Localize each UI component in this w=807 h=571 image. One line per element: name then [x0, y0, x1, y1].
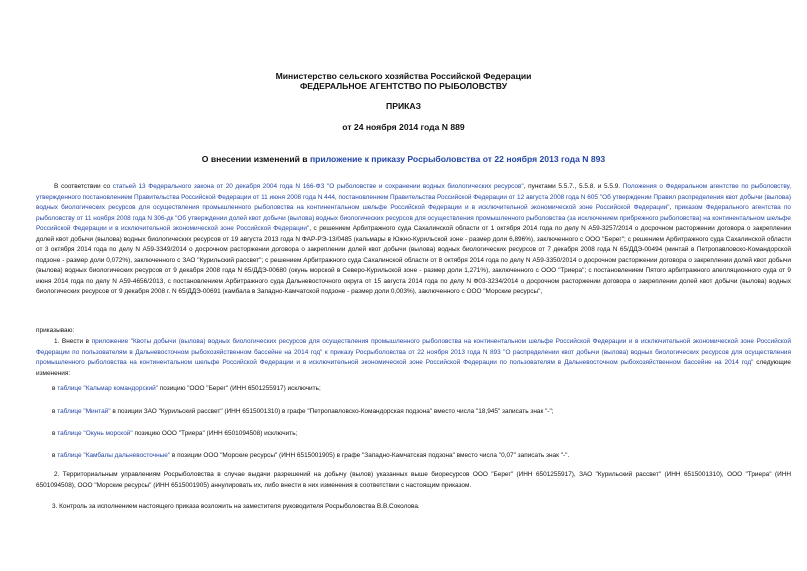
subitem-flounder	[52, 452, 569, 459]
subitem-squid	[52, 385, 321, 392]
document-type: ПРИКАЗ	[386, 101, 421, 111]
law-link[interactable]: статьей 13 Федерального закона от 20 декабря 2004 года N 166-ФЗ "О рыболовстве и сохранении водных биологических ресурсов"	[112, 183, 524, 190]
preamble-rest: , с решением Арбитражного суда Сахалинской области от 1 октября 2014 года по делу N А59-3257/2014 о досрочном расторжении договора о закреплении долей квот добычи (вылова) водных биологических ресурсов от 19 августа 2013 года N ФАР-РЭ-13/0485 (кальмары в Южно-Курильской зоне - размер доли 6,896%), заключенного с ООО "Берег"; с решением Арбитражного суда Сахалинской области от 3 октября 2014 года по делу N А59-3349/2014 о досрочном расторжении договора о закреплении долей квот добычи (вылова) водных биологических ресурсов от 7 декабря 2008 года N 65/ДДЭ-00494 (минтай в Петропавловско-Командорской подзоне - размер доли 0,072%), заключенного с ЗАО "Курильский рассвет"; с решением Арбитражного суда Сахалинской области от 8 октября 2014 года по делу N А59-3350/2014 о досрочном расторжении договора о закреплении долей квот добычи (вылова) водных биологических ресурсов от 9 декабря 2008 года N 65/ДДЭ-00680 (окунь морской в Северо-Курильской зоне - размер доли 1,271%), заключенного с ООО "Триера"; с постановлением Пятого арбитражного апелляционного суда от 9 июня 2014 года по делу N А59-4656/2013, с постановлением Арбитражного суда Дальневосточного округа от 15 августа 2014 года по делу N Ф03-3234/2014 о досрочном расторжении договора о закреплении долей квот добычи (вылова) водных биологических ресурсов от 9 декабря 2008 г. N 65/ДДЭ-00691 (камбала в Западно-Камчатской подзоне - размер доли 0,003%), заключенного с ООО "Морские ресурсы",	[36, 225, 793, 296]
table-link-flounder[interactable]: таблице "Камбалы дальневосточные"	[57, 452, 171, 459]
item-1-start: 1. Внести в	[54, 338, 92, 345]
preamble-text-2: ,	[334, 193, 339, 201]
subitem-pre: в	[52, 385, 58, 392]
ministry-name: Министерство сельского хозяйства Российской Федерации	[275, 71, 532, 81]
resolution-link[interactable]: постановлением Правительства Российской Федерации от 12 августа 2008 года N 605 "Об утверждении Правил распределения квот добычи (вылова) водных биологических ресурсов для осуществления промышленного рыболовства на континентальном шельфе Российской Федерации и в исключительной экономической зоне Российской Федерации"	[36, 193, 791, 212]
order-link[interactable]: приказом Федерального агентства по рыболовству от 11 ноября 2008 года N 306-дк "Об утверждении долей квот добычи (вылова) водных биологических ресурсов для осуществления промышленного рыболовства (за исключением прибрежного рыболовства) на континентальном шельфе Российской Федерации и в исключительной экономической зоне Российской Федерации"	[36, 204, 792, 233]
document-title	[0, 154, 807, 164]
subitem-post: в позиции ЗАО "Курильский рассвет" (ИНН 6515001310) в графе "Петропавловско-Командорская подзона" вместо числа "18,945" записать знак "-";	[110, 408, 554, 415]
orders-label: приказываю:	[36, 327, 75, 334]
item-1	[36, 337, 791, 379]
subitem-post: позицию ООО "Триера" (ИНН 6501094508) исключить;	[132, 430, 298, 437]
appendix-link[interactable]: приложение "Квоты добычи (вылова) водных биологических ресурсов для осуществления промышленного рыболовства на континентальном шельфе Российской Федерации и в исключительной экономической зоне Российской Федерации по пользователям в Дальневосточном рыбохозяйственном бассейне на 2014 год" к приказу Росрыболовства от 22 ноября 2013 года N 893 "О распределении квот добычи (вылова) водных биологических ресурсов для осуществления промышленного рыболовства на континентальном шельфе Российской Федерации и в исключительной экономической зоне Российской Федерации по пользователям в Дальневосточном рыбохозяйственном бассейне на 2014 год"	[36, 338, 791, 367]
item-1-end: следующие изменения:	[36, 359, 793, 377]
agency-name: ФЕДЕРАЛЬНОЕ АГЕНТСТВО ПО РЫБОЛОВСТВУ	[299, 81, 508, 91]
title-prefix: О внесении изменений в	[201, 154, 310, 164]
preamble-text-1: , пунктами 5.5.7., 5.5.8. и 5.5.9.	[523, 183, 623, 190]
subitem-pollock	[52, 408, 554, 415]
table-link-pollock[interactable]: таблице "Минтай"	[57, 408, 111, 415]
subitem-post: позицию "ООО "Берег" (ИНН 6501255917) исключить;	[157, 385, 321, 392]
subitem-pre: в	[52, 452, 58, 459]
preamble-start: В соответствии со	[54, 183, 113, 190]
subitem-perch	[52, 430, 297, 437]
table-link-perch[interactable]: таблице "Окунь морской"	[57, 430, 133, 437]
item-2	[36, 470, 791, 491]
table-link-squid[interactable]: таблице "Кальмар командорский"	[57, 385, 158, 392]
subitem-pre: в	[52, 408, 58, 415]
regulation-link[interactable]: Положения о Федеральном агентстве по рыболовству, утвержденного постановлением Правительства Российской Федерации от 11 июня 2008 года N 444	[36, 183, 791, 201]
subitem-post: в позиции ООО "Морские ресурсы" (ИНН 6515001905) в графе "Западно-Камчатская подзона" вместо числа "0,07" записать знак "-".	[170, 452, 570, 459]
preamble-text-3: ,	[669, 204, 675, 212]
item-2-text: 2. Территориальным управлениям Росрыболовства в случае выдачи разрешений на добычу (вылов) указанных выше биоресурсов ООО "Берег" (ИНН 6501255917), ЗАО "Курильский рассвет" (ИНН 6515001310), ООО "Триера" (ИНН 6501094508), ООО "Морские ресурсы" (ИНН 6515001905) аннулировать их, либо внести в них изменения в соответствии с настоящим приказом.	[36, 471, 793, 489]
preamble-paragraph	[36, 182, 791, 298]
title-link[interactable]: приложение к приказу Росрыболовства от 22 ноября 2013 года N 893	[309, 154, 606, 164]
subitem-pre: в	[52, 430, 58, 437]
item-3: 3. Контроль за исполнением настоящего приказа возложить на заместителя руководителя Росрыболовства В.В.Соколова.	[52, 503, 420, 510]
document-date-number: от 24 ноября 2014 года N 889	[342, 122, 465, 132]
